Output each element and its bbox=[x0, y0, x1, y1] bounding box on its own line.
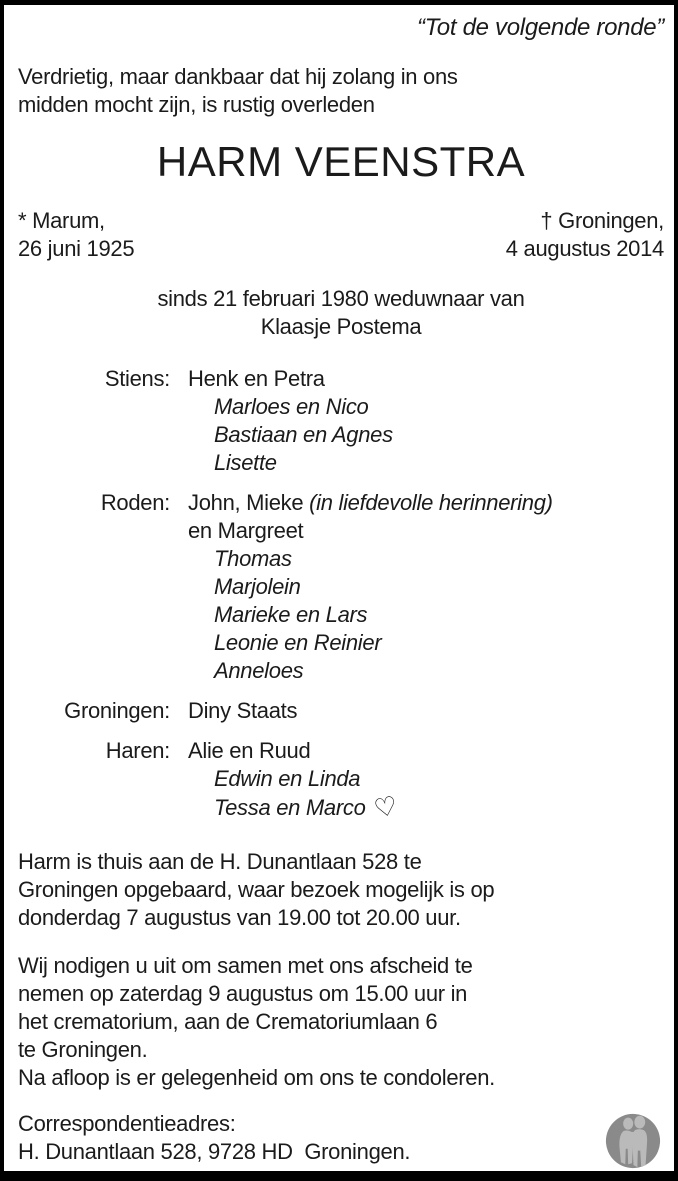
intro-line: midden mocht zijn, is rustig overleden bbox=[18, 92, 375, 117]
family-name-line: Henk en Petra bbox=[188, 366, 325, 391]
family-name-line: en Margreet bbox=[188, 518, 304, 543]
family-name-line: Leonie en Reinier bbox=[214, 630, 382, 655]
family-names bbox=[170, 365, 393, 477]
family-name-line: Thomas bbox=[214, 546, 292, 571]
family-name-line: Marloes en Nico bbox=[214, 394, 369, 419]
family-name-line: Marieke en Lars bbox=[214, 602, 368, 627]
visitation-line: Groningen opgebaard, waar bezoek mogelijk is op bbox=[18, 877, 495, 902]
family-label: Roden: bbox=[100, 490, 170, 515]
birth-symbol: * bbox=[18, 208, 27, 233]
family-name: John, Mieke bbox=[188, 490, 304, 515]
correspondence-label: Correspondentieadres: bbox=[18, 1111, 236, 1136]
family-name-line: Diny Staats bbox=[188, 698, 298, 723]
family-name-line: Bastiaan en Agnes bbox=[214, 422, 393, 447]
widower-line: sinds 21 februari 1980 weduwnaar van bbox=[157, 286, 525, 311]
dagger-symbol: † bbox=[540, 208, 553, 233]
farewell-line: het crematorium, aan de Crematoriumlaan 6 bbox=[18, 1009, 438, 1034]
widower-line: Klaasje Postema bbox=[260, 314, 422, 339]
birth-death-row bbox=[18, 207, 664, 263]
family-name-line bbox=[188, 489, 553, 517]
birth-place: Marum, bbox=[32, 208, 105, 233]
intro-line: Verdrietig, maar dankbaar dat hij zolang in ons bbox=[18, 64, 458, 89]
opening-quote: “Tot de volgende ronde” bbox=[416, 14, 664, 41]
farewell-paragraph bbox=[18, 952, 664, 1092]
family-list bbox=[18, 365, 664, 826]
birth-info bbox=[18, 207, 134, 263]
family-name-line: Marjolein bbox=[214, 574, 301, 599]
visitation-paragraph bbox=[18, 848, 664, 932]
family-group bbox=[18, 365, 664, 477]
correspondence-block bbox=[18, 1110, 664, 1166]
farewell-line: nemen op zaterdag 9 augustus om 15.00 uur in bbox=[18, 981, 468, 1006]
farewell-line: te Groningen. bbox=[18, 1037, 148, 1062]
family-names bbox=[170, 697, 297, 725]
widower-info bbox=[18, 285, 664, 341]
notice-content bbox=[4, 13, 674, 1166]
family-name-line: Edwin en Linda bbox=[214, 766, 361, 791]
family-name-line: Anneloes bbox=[214, 658, 304, 683]
birth-place-line bbox=[18, 207, 134, 235]
family-name-line bbox=[188, 790, 400, 826]
family-names bbox=[170, 737, 400, 826]
visitation-line: donderdag 7 augustus van 19.00 tot 20.00 uur. bbox=[18, 905, 461, 930]
family-group bbox=[18, 489, 664, 685]
death-info bbox=[506, 207, 664, 263]
family-label: Haren: bbox=[105, 738, 170, 763]
memorial-logo bbox=[604, 1112, 662, 1170]
death-date: 4 augustus 2014 bbox=[505, 236, 664, 261]
family-name-line: Alie en Ruud bbox=[188, 738, 311, 763]
visitation-line: Harm is thuis aan de H. Dunantlaan 528 te bbox=[18, 849, 422, 874]
family-label: Stiens: bbox=[104, 366, 170, 391]
correspondence-address: H. Dunantlaan 528, 9728 HD Groningen. bbox=[18, 1139, 411, 1164]
birth-date: 26 juni 1925 bbox=[18, 236, 135, 261]
intro-text bbox=[18, 63, 664, 119]
deceased-name: HARM VEENSTRA bbox=[156, 138, 526, 185]
farewell-line: Wij nodigen u uit om samen met ons afscheid te bbox=[18, 953, 473, 978]
death-place-line bbox=[506, 207, 664, 235]
family-group bbox=[18, 737, 664, 826]
family-name: Tessa en Marco bbox=[214, 795, 366, 820]
death-place: Groningen, bbox=[558, 208, 664, 233]
heart-icon: ♡ bbox=[370, 790, 400, 826]
family-label: Groningen: bbox=[64, 698, 170, 723]
family-group bbox=[18, 697, 664, 725]
loving-memory-note: (in liefdevolle herinnering) bbox=[309, 490, 553, 515]
family-names bbox=[170, 489, 553, 685]
farewell-line: Na afloop is er gelegenheid om ons te condoleren. bbox=[18, 1065, 495, 1090]
family-name-line: Lisette bbox=[214, 450, 277, 475]
